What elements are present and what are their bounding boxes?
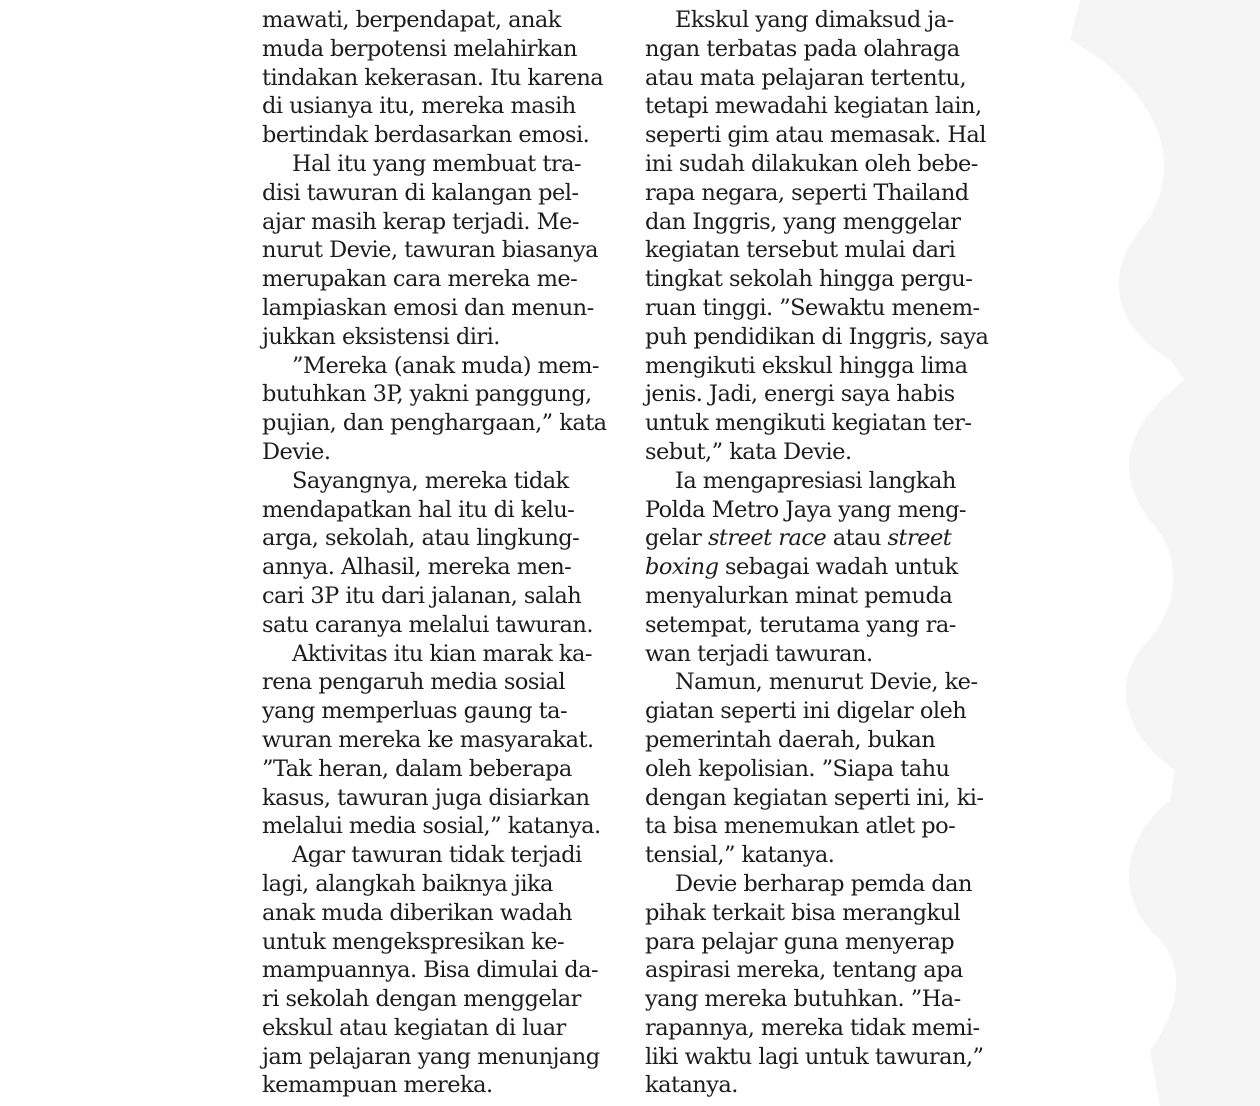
text-line: aspirasi mereka, tentang apa bbox=[645, 957, 963, 984]
text-line: mendapatkan hal itu di kelu- bbox=[262, 496, 575, 523]
text-line: wuran mereka ke masyarakat. bbox=[262, 726, 594, 753]
text-line: rapa negara, seperti Thailand bbox=[645, 179, 969, 206]
text-line: mengikuti ekskul hingga lima bbox=[645, 352, 968, 379]
text-line: Ekskul yang dimaksud ja- bbox=[675, 7, 954, 33]
text-line: ri sekolah dengan menggelar bbox=[262, 986, 581, 1013]
text-line: yang memperluas gaung ta- bbox=[262, 698, 568, 725]
text-line: jenis. Jadi, energi saya habis bbox=[645, 381, 955, 408]
text-line: di usianya itu, mereka masih bbox=[262, 93, 576, 120]
text-line: Aktivitas itu kian marak ka- bbox=[292, 640, 592, 667]
text-line: para pelajar guna menyerap bbox=[645, 928, 955, 955]
text-line: ekskul atau kegiatan di luar bbox=[262, 1014, 566, 1041]
text-line: Devie berharap pemda dan bbox=[675, 870, 972, 897]
text-line: kasus, tawuran juga disiarkan bbox=[262, 784, 590, 811]
text-line: butuhkan 3P, yakni panggung, bbox=[262, 381, 592, 408]
text-line: giatan seperti ini digelar oleh bbox=[645, 698, 967, 725]
italic-term: boxing bbox=[645, 554, 719, 581]
text-line: wan terjadi tawuran. bbox=[645, 640, 873, 667]
text-line: yang mereka butuhkan. ”Ha- bbox=[645, 986, 961, 1013]
text-line: pihak terkait bisa merangkul bbox=[645, 899, 961, 926]
text-line: ”Tak heran, dalam beberapa bbox=[262, 755, 572, 782]
text-line: Ia mengapresiasi langkah bbox=[675, 467, 956, 494]
text-line: tetapi mewadahi kegiatan lain, bbox=[645, 93, 982, 120]
text-line: anak muda diberikan wadah bbox=[262, 899, 573, 926]
article-column-left bbox=[262, 6, 622, 1100]
text-line: Devie. bbox=[262, 438, 331, 465]
watermark-graphic bbox=[1010, 0, 1260, 1106]
text-line: menyalurkan minat pemuda bbox=[645, 582, 953, 609]
text-line: ta bisa menemukan atlet po- bbox=[645, 813, 956, 840]
text-line: Agar tawuran tidak terjadi bbox=[292, 842, 582, 869]
text-line: ajar masih kerap terjadi. Me- bbox=[262, 208, 579, 235]
text-line: seperti gim atau memasak. Hal bbox=[645, 122, 986, 149]
text-line: melalui media sosial,” katanya. bbox=[262, 813, 601, 840]
text-line: untuk mengekspresikan ke- bbox=[262, 928, 565, 955]
text-line: muda berpotensi melahirkan bbox=[262, 35, 577, 62]
text-line: Namun, menurut Devie, ke- bbox=[675, 669, 978, 696]
text-line bbox=[645, 553, 1005, 582]
text-line: dengan kegiatan seperti ini, ki- bbox=[645, 784, 984, 811]
text-line: untuk mengikuti kegiatan ter- bbox=[645, 410, 972, 437]
text-line: dan Inggris, yang menggelar bbox=[645, 208, 961, 235]
text-line: katanya. bbox=[645, 1072, 738, 1099]
text-line: pujian, dan penghargaan,” kata bbox=[262, 410, 607, 437]
text-line: ”Mereka (anak muda) mem- bbox=[292, 352, 599, 379]
text-line: merupakan cara mereka me- bbox=[262, 266, 578, 293]
text-line: pemerintah daerah, bukan bbox=[645, 726, 936, 753]
text-line: lampiaskan emosi dan menun- bbox=[262, 294, 594, 321]
text-line: Sayangnya, mereka tidak bbox=[292, 467, 569, 494]
text-line: tingkat sekolah hingga pergu- bbox=[645, 266, 973, 293]
text-segment: atau bbox=[826, 525, 888, 552]
article-column-right bbox=[645, 6, 1005, 1100]
text-line: rena pengaruh media sosial bbox=[262, 669, 566, 696]
italic-term: street bbox=[887, 525, 952, 552]
text-line: annya. Alhasil, mereka men- bbox=[262, 554, 572, 581]
text-line: oleh kepolisian. ”Siapa tahu bbox=[645, 755, 950, 782]
text-line: satu caranya melalui tawuran. bbox=[262, 611, 593, 638]
text-line: mampuannya. Bisa dimulai da- bbox=[262, 957, 599, 984]
text-line: atau mata pelajaran tertentu, bbox=[645, 64, 967, 91]
text-line: Polda Metro Jaya yang meng- bbox=[645, 496, 966, 523]
text-line: mawati, berpendapat, anak bbox=[262, 7, 561, 33]
text-line: nurut Devie, tawuran biasanya bbox=[262, 237, 598, 264]
text-line: puh pendidikan di Inggris, saya bbox=[645, 323, 989, 350]
text-line: ruan tinggi. ”Sewaktu menem- bbox=[645, 294, 980, 321]
text-segment: sebagai wadah untuk bbox=[718, 554, 958, 581]
text-line: setempat, terutama yang ra- bbox=[645, 611, 956, 638]
text-line: tensial,” katanya. bbox=[645, 842, 835, 869]
italic-term: street race bbox=[707, 525, 827, 552]
text-line: ngan terbatas pada olahraga bbox=[645, 35, 960, 62]
text-line: rapannya, mereka tidak memi- bbox=[645, 1014, 980, 1041]
text-line: jam pelajaran yang menunjang bbox=[262, 1043, 600, 1070]
text-line: arga, sekolah, atau lingkung- bbox=[262, 525, 580, 552]
text-line: bertindak berdasarkan emosi. bbox=[262, 122, 590, 149]
text-line: kegiatan tersebut mulai dari bbox=[645, 237, 956, 264]
text-line: disi tawuran di kalangan pel- bbox=[262, 179, 579, 206]
text-line: lagi, alangkah baiknya jika bbox=[262, 870, 553, 897]
text-line: jukkan eksistensi diri. bbox=[262, 323, 500, 350]
text-segment: gelar bbox=[645, 525, 708, 552]
text-line: Hal itu yang membuat tra- bbox=[292, 150, 581, 177]
text-line: ini sudah dilakukan oleh bebe- bbox=[645, 150, 978, 177]
text-line: liki waktu lagi untuk tawuran,” bbox=[645, 1043, 984, 1070]
text-line: kemampuan mereka. bbox=[262, 1072, 493, 1099]
text-line: cari 3P itu dari jalanan, salah bbox=[262, 582, 582, 609]
text-line bbox=[645, 524, 1005, 553]
text-line: sebut,” kata Devie. bbox=[645, 438, 852, 465]
text-line: tindakan kekerasan. Itu karena bbox=[262, 64, 604, 91]
